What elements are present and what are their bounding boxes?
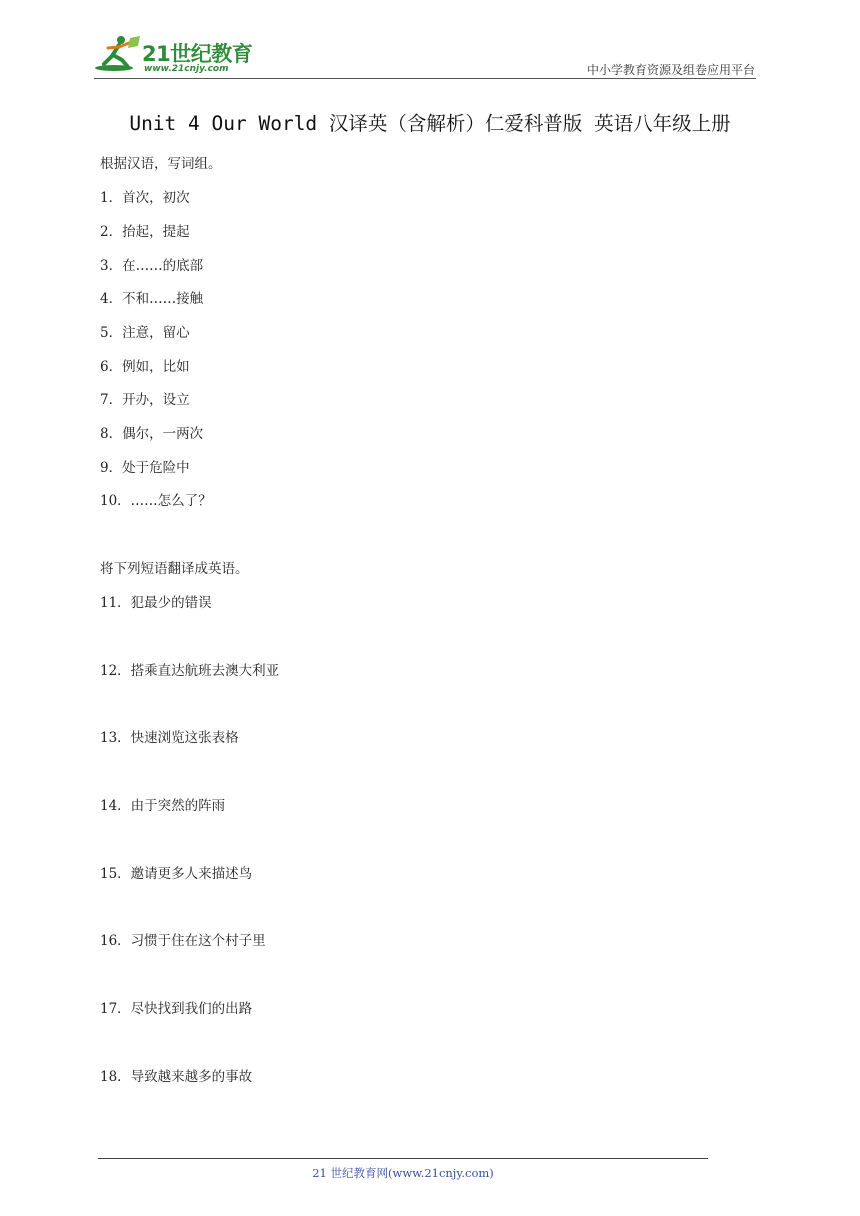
question-15: 15．邀请更多人来描述鸟 — [100, 866, 253, 882]
page-title: Unit 4 Our World 汉译英（含解析）仁爱科普版 英语八年级上册 — [129, 112, 731, 135]
question-17: 17．尽快找到我们的出路 — [100, 1001, 253, 1017]
page-header — [0, 0, 860, 82]
logo-url: www.21cnjy.com — [144, 64, 229, 74]
footer-link[interactable]: 21 世纪教育网(www.21cnjy.com) — [312, 1166, 494, 1180]
question-18: 18．导致越来越多的事故 — [100, 1069, 253, 1085]
header-divider — [94, 78, 756, 79]
footer-divider — [98, 1158, 708, 1159]
question-1: 1．首次，初次 — [100, 190, 190, 206]
question-3: 3．在……的底部 — [100, 258, 204, 274]
running-man-icon — [94, 34, 142, 74]
section2-instruction: 将下列短语翻译成英语。 — [100, 561, 249, 577]
platform-label: 中小学教育资源及组卷应用平台 — [586, 63, 755, 77]
question-2: 2．抬起，提起 — [100, 224, 190, 240]
section1-instruction: 根据汉语，写词组。 — [100, 156, 222, 172]
question-14: 14．由于突然的阵雨 — [100, 798, 226, 814]
question-7: 7．开办，设立 — [100, 392, 190, 408]
question-10: 10．……怎么了？ — [100, 493, 212, 509]
question-16: 16．习惯于住在这个村子里 — [100, 933, 266, 949]
question-4: 4．不和……接触 — [100, 291, 204, 307]
question-9: 9．处于危险中 — [100, 460, 190, 476]
question-12: 12．搭乘直达航班去澳大利亚 — [100, 663, 280, 679]
question-6: 6．例如，比如 — [100, 359, 190, 375]
site-logo[interactable] — [94, 34, 264, 78]
logo-text: 21世纪教育 — [142, 42, 253, 66]
question-5: 5．注意，留心 — [100, 325, 190, 341]
question-13: 13．快速浏览这张表格 — [100, 730, 239, 746]
question-11: 11．犯最少的错误 — [100, 595, 212, 611]
question-8: 8．偶尔，一两次 — [100, 426, 204, 442]
